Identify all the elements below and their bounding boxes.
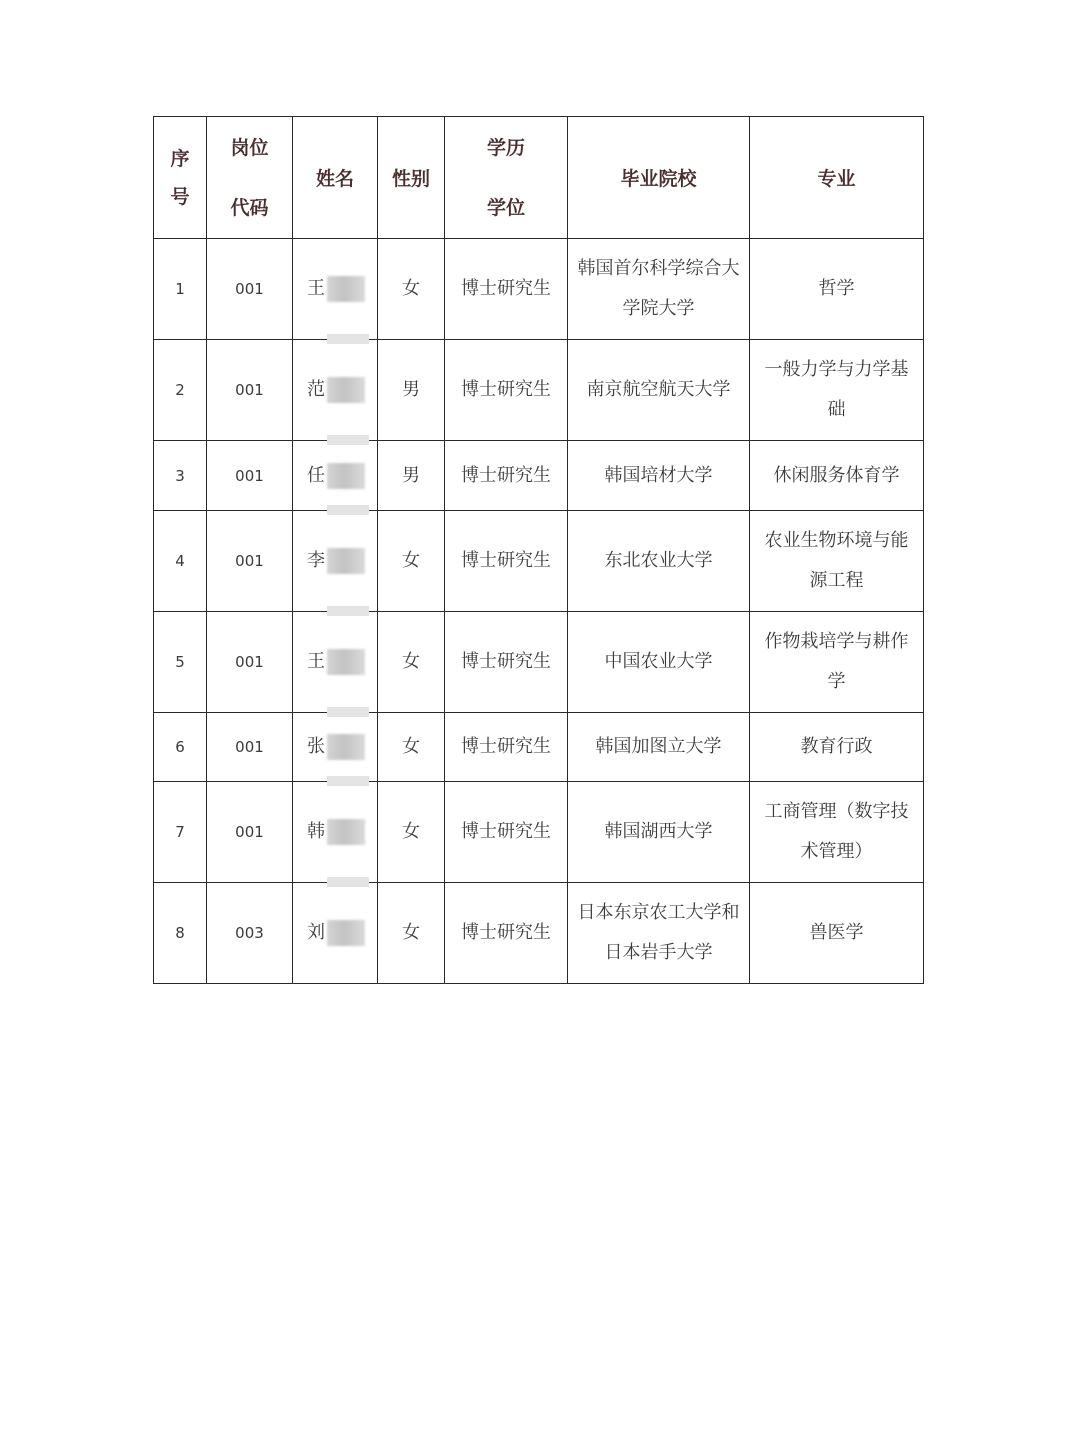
cell-school	[568, 782, 750, 883]
cell-seq: 4	[154, 511, 207, 612]
header-degree	[445, 117, 568, 239]
cell-major	[750, 340, 924, 441]
header-post-code-line2: 代码	[230, 196, 269, 219]
cell-gender: 女	[378, 782, 445, 883]
cell-degree: 博士研究生	[445, 713, 568, 782]
table-row	[154, 239, 924, 340]
table-row	[154, 612, 924, 713]
redaction-blur	[327, 649, 365, 675]
header-gender: 性别	[378, 117, 445, 239]
redaction-strip	[327, 776, 369, 786]
cell-name	[293, 441, 378, 511]
cell-post-code: 001	[207, 713, 293, 782]
cell-post-code: 001	[207, 441, 293, 511]
table-row	[154, 883, 924, 984]
cell-school-line: 韩国培材大学	[604, 464, 713, 486]
cell-seq: 1	[154, 239, 207, 340]
table-body	[154, 239, 924, 984]
cell-school-line: 韩国首尔科学综合大	[577, 258, 740, 279]
cell-school-line: 韩国湖西大学	[604, 821, 713, 842]
cell-seq: 3	[154, 441, 207, 511]
cell-school	[568, 713, 750, 782]
cell-name	[293, 782, 378, 883]
name-first-char: 任	[307, 464, 325, 486]
cell-gender: 女	[378, 239, 445, 340]
redaction-strip	[327, 505, 369, 515]
name-first-char: 张	[307, 736, 325, 757]
table-row	[154, 511, 924, 612]
header-name: 姓名	[293, 117, 378, 239]
table-row	[154, 713, 924, 782]
cell-school	[568, 239, 750, 340]
name-first-char: 王	[307, 651, 325, 672]
cell-major	[750, 441, 924, 511]
name-first-char: 范	[307, 379, 325, 400]
cell-major-line: 农业生物环境与能	[764, 530, 909, 551]
cell-gender: 女	[378, 713, 445, 782]
cell-school	[568, 612, 750, 713]
cell-major-line: 哲学	[818, 278, 855, 299]
cell-name	[293, 883, 378, 984]
cell-major-line: 兽医学	[809, 922, 864, 943]
cell-gender: 女	[378, 612, 445, 713]
cell-gender: 女	[378, 511, 445, 612]
cell-degree: 博士研究生	[445, 782, 568, 883]
cell-seq: 8	[154, 883, 207, 984]
redaction-blur	[327, 734, 365, 760]
cell-school-line: 东北农业大学	[604, 550, 713, 571]
cell-major-line: 休闲服务体育学	[773, 464, 900, 486]
table-row	[154, 340, 924, 441]
header-row	[154, 117, 924, 239]
cell-school	[568, 340, 750, 441]
cell-major-line: 一般力学与力学基	[764, 359, 909, 380]
name-first-char: 李	[307, 550, 325, 571]
header-post-code-line1: 岗位	[230, 136, 269, 159]
cell-seq: 7	[154, 782, 207, 883]
cell-seq: 2	[154, 340, 207, 441]
header-seq	[154, 117, 207, 239]
name-first-char: 韩	[307, 821, 325, 842]
cell-major-line: 源工程	[809, 570, 864, 591]
redaction-strip	[327, 707, 369, 717]
cell-post-code: 001	[207, 612, 293, 713]
cell-major	[750, 883, 924, 984]
cell-major-line: 教育行政	[800, 736, 873, 757]
cell-degree: 博士研究生	[445, 612, 568, 713]
cell-post-code: 003	[207, 883, 293, 984]
header-seq-line1: 序	[170, 147, 190, 170]
table-row	[154, 782, 924, 883]
cell-major	[750, 239, 924, 340]
cell-gender: 男	[378, 340, 445, 441]
redaction-strip	[327, 877, 369, 887]
redaction-blur	[327, 548, 365, 574]
header-degree-line1: 学历	[486, 136, 525, 159]
cell-school-line: 中国农业大学	[604, 651, 713, 672]
name-first-char: 刘	[307, 922, 325, 943]
cell-major-line: 学	[827, 671, 846, 692]
cell-major	[750, 511, 924, 612]
cell-name	[293, 511, 378, 612]
cell-school-line: 韩国加图立大学	[595, 736, 722, 757]
cell-post-code: 001	[207, 239, 293, 340]
header-school: 毕业院校	[568, 117, 750, 239]
redaction-blur	[327, 276, 365, 302]
redaction-blur	[327, 463, 365, 489]
redaction-blur	[327, 377, 365, 403]
cell-seq: 6	[154, 713, 207, 782]
cell-school-line: 日本岩手大学	[604, 942, 713, 963]
cell-name	[293, 340, 378, 441]
cell-school	[568, 883, 750, 984]
redaction-strip	[327, 334, 369, 344]
name-first-char: 王	[307, 278, 325, 299]
cell-major-line: 作物栽培学与耕作	[764, 631, 909, 652]
redaction-strip	[327, 435, 369, 445]
cell-school-line: 日本东京农工大学和	[577, 902, 740, 923]
table-row	[154, 441, 924, 511]
header-post-code	[207, 117, 293, 239]
cell-major	[750, 713, 924, 782]
cell-major-line: 术管理）	[800, 841, 873, 862]
header-seq-line2: 号	[170, 185, 190, 208]
cell-degree: 博士研究生	[445, 883, 568, 984]
cell-school-line: 南京航空航天大学	[586, 379, 731, 400]
cell-school	[568, 511, 750, 612]
cell-name	[293, 713, 378, 782]
cell-post-code: 001	[207, 782, 293, 883]
redaction-strip	[327, 606, 369, 616]
cell-post-code: 001	[207, 340, 293, 441]
header-major: 专业	[750, 117, 924, 239]
cell-school	[568, 441, 750, 511]
cell-degree: 博士研究生	[445, 511, 568, 612]
applicant-table	[153, 116, 924, 984]
cell-degree: 博士研究生	[445, 441, 568, 511]
cell-name	[293, 612, 378, 713]
header-degree-line2: 学位	[486, 196, 525, 219]
cell-gender: 男	[378, 441, 445, 511]
redaction-blur	[327, 819, 365, 845]
cell-major-line: 础	[827, 399, 846, 420]
cell-post-code: 001	[207, 511, 293, 612]
cell-major-line: 工商管理（数字技	[764, 801, 909, 822]
cell-gender: 女	[378, 883, 445, 984]
cell-major	[750, 782, 924, 883]
cell-degree: 博士研究生	[445, 340, 568, 441]
cell-name	[293, 239, 378, 340]
cell-school-line: 学院大学	[622, 298, 695, 319]
cell-degree: 博士研究生	[445, 239, 568, 340]
cell-major	[750, 612, 924, 713]
cell-seq: 5	[154, 612, 207, 713]
redaction-blur	[327, 920, 365, 946]
